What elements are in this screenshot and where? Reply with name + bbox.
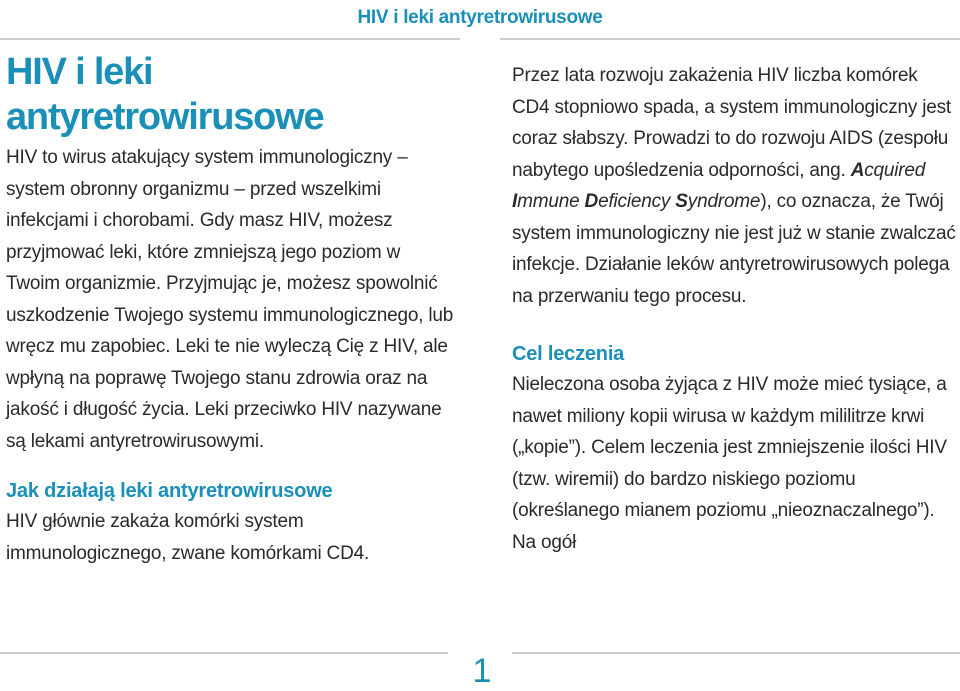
header-rule-right: [500, 38, 960, 40]
footer-rule-right: [512, 652, 960, 654]
intro-paragraph: HIV to wirus atakujący system immunologiczny – system obronny organizmu – przed wszelkimi infekcjami i chorobami. Gdy masz HIV, możesz przyjmować leki, które zmniejszą jego poziom w Twoim organizmie. Przyjmując je, możesz spowolnić uszkodzenie Twojego systemu immunologicznego, lub wręcz mu zapobiec. Leki te nie wyleczą Cię z HIV, ale wpłyną na poprawę Twojego stanu zdrowia oraz na jakość i długość życia. Leki przeciwko HIV nazywane są lekami antyretrowirusowymi.: [6, 147, 454, 452]
how-drugs-work-paragraph: HIV głównie zakaża komórki system immunologicznego, zwane komórkami CD4.: [6, 511, 370, 564]
acronym-initial-i: I: [512, 191, 518, 212]
treatment-goal-paragraph: Nieleczona osoba żyjąca z HIV może mieć tysiące, a nawet miliony kopii wirusa w każdym mililitrze krwi („kopie”). Celem leczenia jest zmniejszenie ilości HIV (tzw. wiremii) do bardzo niskiego poziomu (określanego mianem poziomu „nieoznaczalnego”). Na ogół: [512, 374, 947, 553]
right-column: [512, 60, 960, 558]
footer-rule-left: [0, 652, 448, 654]
aids-paragraph: [512, 60, 960, 312]
page-number: 1: [472, 652, 492, 690]
left-column: [6, 50, 456, 569]
aids-paragraph-end: ), co oznacza, że Twój system immunologiczny nie jest już w stanie zwalczać infekcje. Działanie leków antyretrowirusowych polega na przerwaniu tego procesu.: [512, 191, 956, 307]
header-rule-left: [0, 38, 460, 40]
acronym-initial-a: A: [850, 159, 865, 181]
acronym-rest-a: cquired: [864, 159, 926, 181]
acronym-initial-s: S: [675, 191, 688, 212]
acronym-rest-d: eficiency: [598, 191, 671, 212]
acronym-initial-d: D: [584, 191, 599, 212]
section-heading-how-drugs-work: Jak działają leki antyretrowirusowe: [6, 480, 333, 502]
section-heading-treatment-goal: Cel leczenia: [512, 343, 625, 365]
page-title: HIV i leki antyretrowirusowe: [6, 51, 324, 138]
acronym-rest-s: yndrome: [687, 191, 761, 212]
running-header: HIV i leki antyretrowirusowe: [357, 7, 603, 28]
aids-paragraph-start: Przez lata rozwoju zakażenia HIV liczba komórek CD4 stopniowo spada, a system immunologiczny jest coraz słabszy. Prowadzi to do rozwoju AIDS (zespołu nabytego upośledzenia odporności, ang.: [512, 65, 952, 181]
acronym-rest-i: mmune: [517, 191, 580, 212]
